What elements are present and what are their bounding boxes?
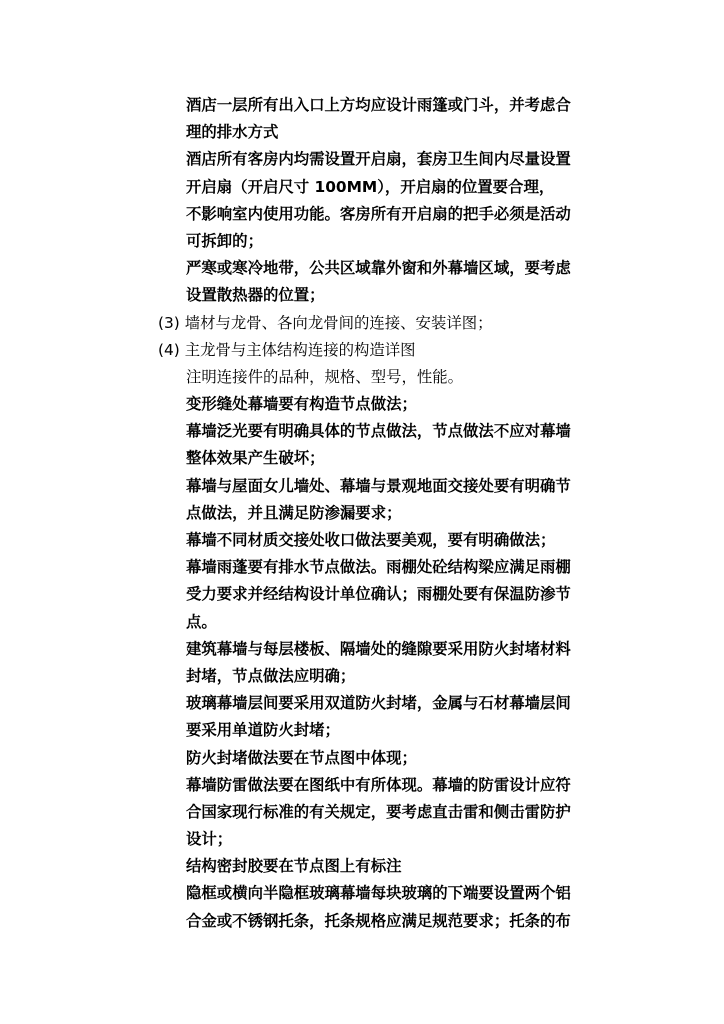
text-line: 合国家现行标准的有关规定，要考虑直击雷和侧击雷防护: [186, 802, 571, 821]
text-line: 整体效果产生破坏；: [186, 449, 325, 468]
text-line: 要采用单道防火封堵；: [186, 721, 340, 740]
text-line: 理的排水方式: [186, 123, 279, 142]
text-line: 设计；: [186, 830, 233, 849]
text-line: 注明连接件的品种，规格、型号，性能。: [186, 367, 464, 386]
text-line: 幕墙雨蓬要有排水节点做法。雨棚处砼结构梁应满足雨棚: [186, 558, 571, 577]
text-line: 幕墙与屋面女儿墙处、幕墙与景观地面交接处要有明确节: [186, 476, 571, 495]
document-page: [0, 92, 724, 935]
text-line: 玻璃幕墙层间要采用双道防火封堵，金属与石材幕墙层间: [186, 694, 571, 713]
text-line: 酒店所有客房内均需设置开启扇，套房卫生间内尽量设置: [186, 150, 571, 169]
text-line: 酒店一层所有出入口上方均应设计雨篷或门斗，并考虑合: [186, 96, 571, 114]
text-line: 幕墙防雷做法要在图纸中有所体现。幕墙的防雷设计应符: [186, 775, 571, 794]
text-line: 合金或不锈钢托条，托条规格应满足规范要求；托条的布: [186, 911, 571, 930]
text-line: 点。: [186, 612, 217, 631]
text-line: 封堵，节点做法应明确；: [186, 666, 356, 685]
text-line: 设置散热器的位置；: [186, 286, 325, 305]
text-line: 不影响室内使用功能。客房所有开启扇的把手必须是活动: [186, 204, 571, 223]
text-line: 点做法，并且满足防渗漏要求；: [186, 503, 402, 522]
text-line: 严寒或寒冷地带，公共区域靠外窗和外幕墙区域，要考虑: [186, 259, 571, 278]
text-line: (3) 墙材与龙骨、各向龙骨间的连接、安装详图；: [158, 313, 493, 332]
text-line: 可拆卸的；: [186, 231, 263, 250]
text-line: 结构密封胶要在节点图上有标注: [186, 857, 402, 876]
text-line: 变形缝处幕墙要有构造节点做法；: [186, 395, 417, 414]
text-line: 建筑幕墙与每层楼板、隔墙处的缝隙要采用防火封堵材料: [186, 639, 571, 658]
text-line: 幕墙不同材质交接处收口做法要美观，要有明确做法；: [186, 531, 556, 549]
text-line: 防火封堵做法要在节点图中体现；: [186, 748, 417, 767]
text-line: (4) 主龙骨与主体结构连接的构造详图: [158, 340, 416, 359]
text-line: 开启扇（开启尺寸 100MM），开启扇的位置要合理，: [186, 177, 555, 196]
text-line: 隐框或横向半隐框玻璃幕墙每块玻璃的下端要设置两个铝: [186, 884, 571, 903]
text-line: 受力要求并经结构设计单位确认；雨棚处要有保温防渗节: [186, 585, 571, 604]
text-line: 幕墙泛光要有明确具体的节点做法，节点做法不应对幕墙: [186, 422, 571, 441]
